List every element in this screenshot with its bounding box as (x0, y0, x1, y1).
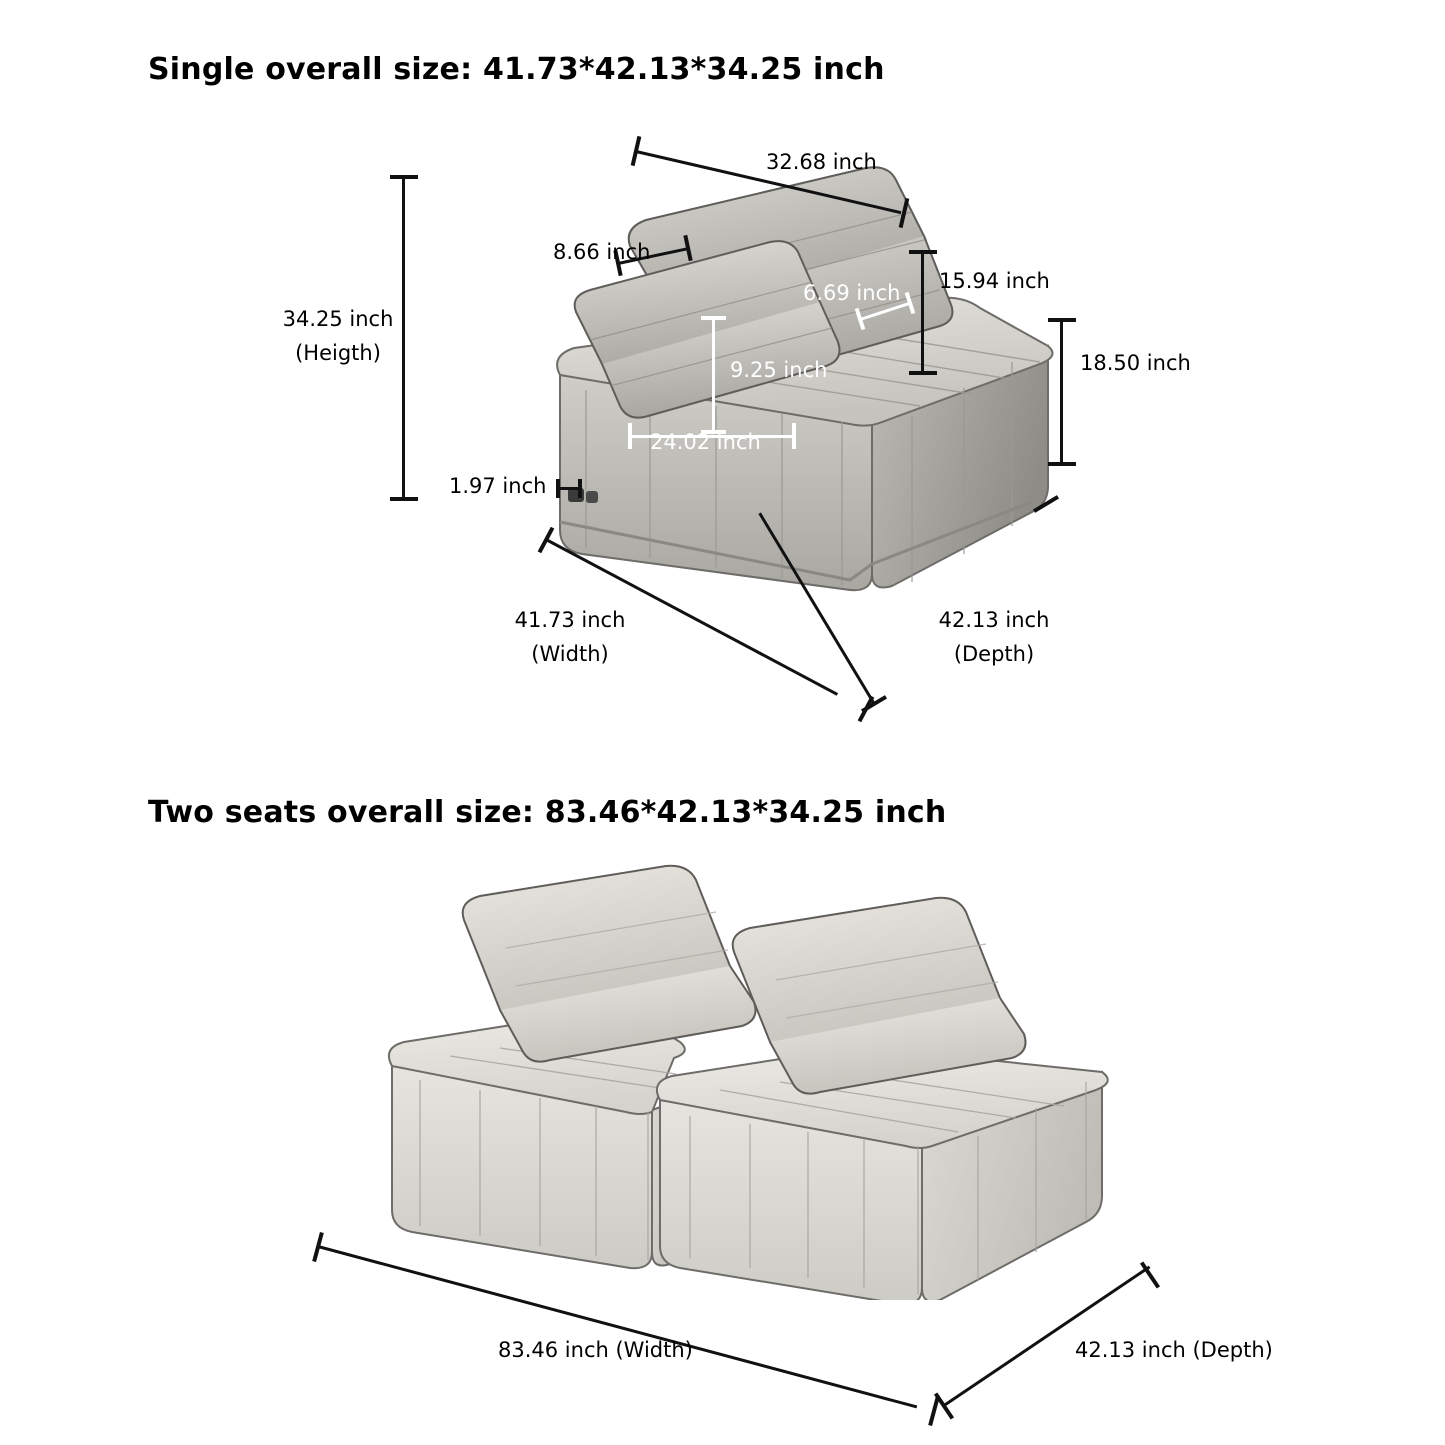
label-cushion-thickness: 6.69 inch (803, 281, 901, 305)
label-backrest-thickness: 8.66 inch (553, 240, 651, 264)
label-overall-depth-note: (Depth) (953, 642, 1035, 666)
two-seats-illustration (330, 860, 1190, 1300)
label-backrest-width: 32.68 inch (766, 150, 877, 174)
label-overall-height-note: (Heigth) (295, 341, 381, 365)
label-overall-width-note: (Width) (531, 642, 609, 666)
label-overall-height: 34.25 inch (282, 307, 394, 331)
label-backrest-height: 15.94 inch (939, 269, 1050, 293)
label-two-seats-depth: 42.13 inch (Depth) (1075, 1338, 1273, 1362)
label-overall-width: 41.73 inch (514, 608, 626, 632)
label-two-seats-width: 83.46 inch (Width) (498, 1338, 693, 1362)
label-foot-height: 1.97 inch (449, 474, 547, 498)
label-bolster-height: 9.25 inch (730, 358, 828, 382)
label-overall-depth: 42.13 inch (938, 608, 1050, 632)
label-seat-width: 24.02 inch (650, 430, 761, 454)
page-title-single: Single overall size: 41.73*42.13*34.25 inch (148, 52, 885, 87)
page-title-two-seats: Two seats overall size: 83.46*42.13*34.25 inch (148, 795, 947, 830)
label-seat-height: 18.50 inch (1080, 351, 1191, 375)
